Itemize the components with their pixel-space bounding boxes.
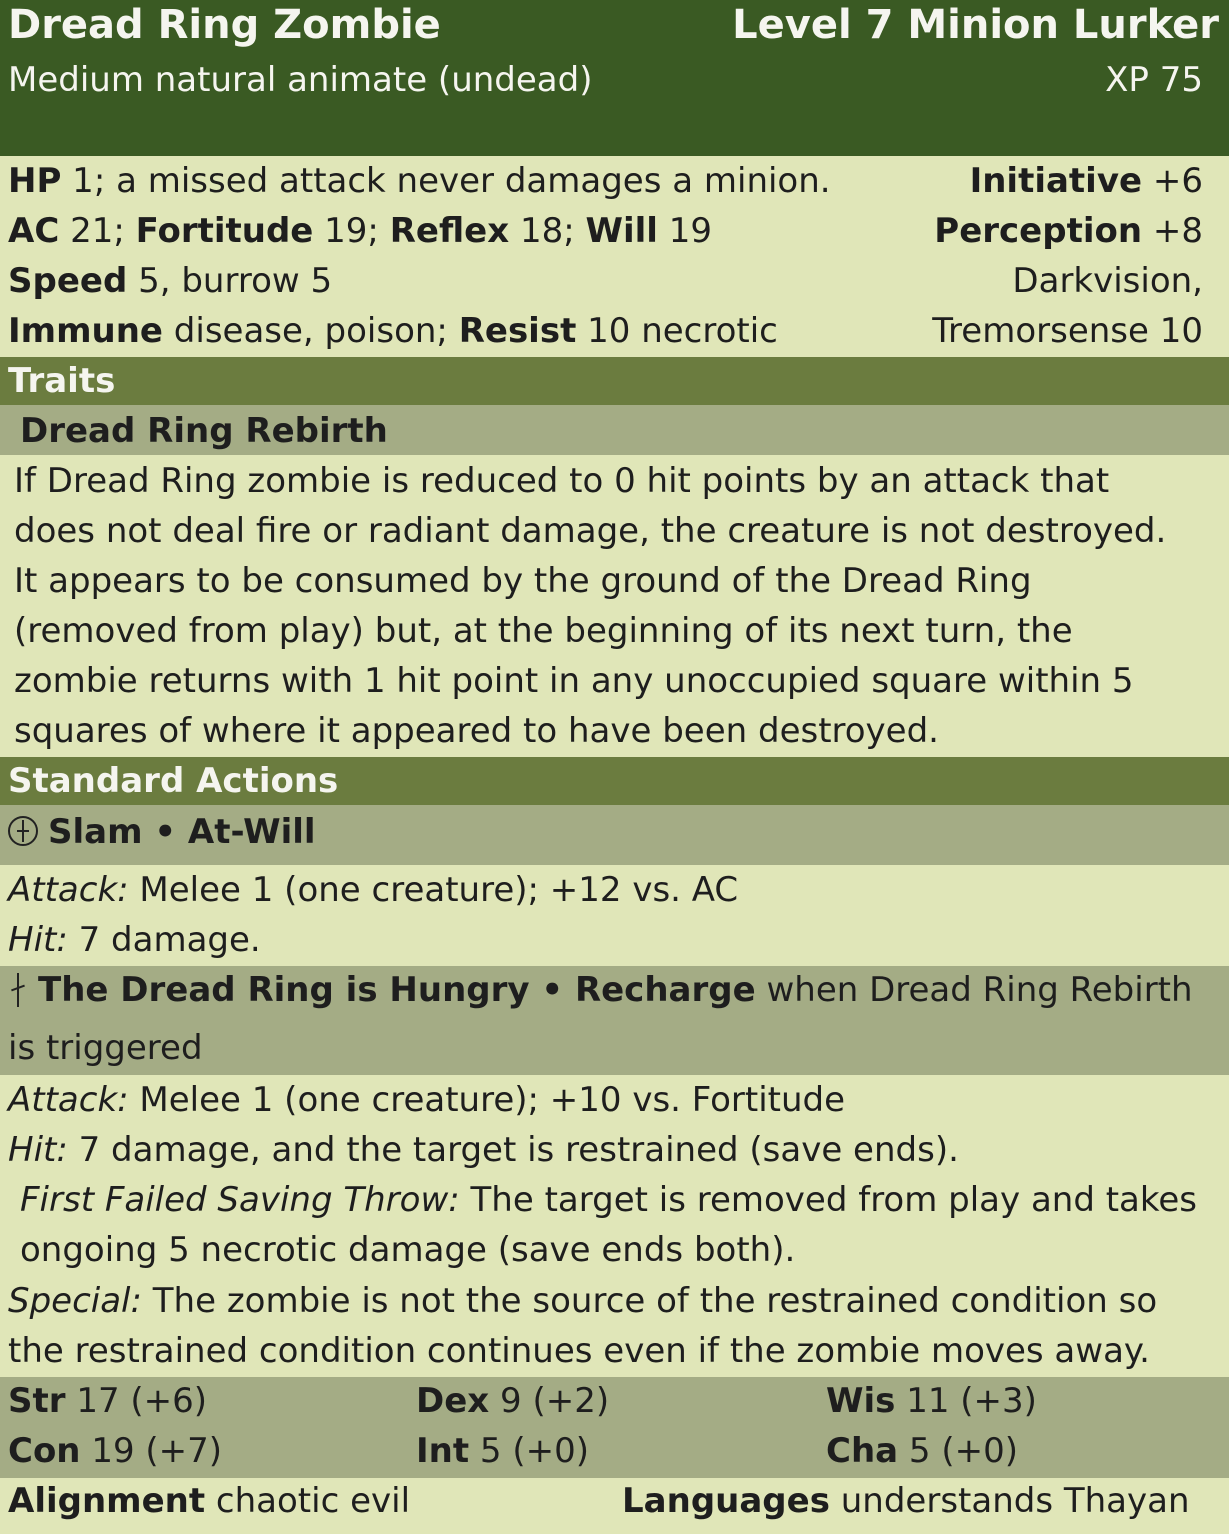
- ac-label: AC: [8, 211, 60, 251]
- str-label: Str: [8, 1381, 66, 1421]
- cha-value: 5 (+0): [898, 1431, 1019, 1471]
- speed-label: Speed: [8, 261, 128, 301]
- senses-line-2: Tremorsense 10: [932, 311, 1203, 351]
- alignment-value: chaotic evil: [205, 1481, 411, 1521]
- initiative-line: [970, 161, 1203, 201]
- hungry-recharge: when Dread Ring Rebirth: [755, 970, 1193, 1010]
- initiative-label: Initiative: [969, 161, 1143, 201]
- int-label: Int: [416, 1431, 470, 1471]
- wis-label: Wis: [826, 1381, 896, 1421]
- str-value: 17 (+6): [65, 1381, 208, 1421]
- dex-label: Dex: [416, 1381, 490, 1421]
- hit-value: 7 damage, and the target is restrained (save ends).: [67, 1130, 959, 1170]
- immune-label: Immune: [8, 311, 163, 351]
- fortitude-label: Fortitude: [135, 211, 314, 251]
- resist-value: 10 necrotic: [576, 311, 778, 351]
- int-value: 5 (+0): [469, 1431, 590, 1471]
- attack-value: Melee 1 (one creature); +12 vs. AC: [128, 870, 739, 910]
- creature-name: Dread Ring Zombie: [8, 2, 441, 48]
- first-failed-save-line-2: ongoing 5 necrotic damage (save ends both).: [20, 1230, 796, 1270]
- special-value: The zombie is not the source of the restrained condition so: [141, 1281, 1158, 1321]
- languages-value: understands Thayan: [829, 1481, 1190, 1521]
- resist-label: Resist: [458, 311, 577, 351]
- special-label: Special:: [8, 1281, 142, 1321]
- slam-title-bar: [0, 805, 1229, 865]
- hp-value: 1; a missed attack never damages a minion.: [61, 161, 831, 201]
- con-score: [8, 1431, 222, 1471]
- hungry-title-line: [8, 970, 1193, 1010]
- hungry-title: The Dread Ring is Hungry • Recharge: [38, 970, 756, 1010]
- cha-score: [826, 1431, 1018, 1471]
- fortitude-value: 19;: [313, 211, 390, 251]
- special-line-2: the restrained condition continues even if the zombie moves away.: [8, 1331, 1150, 1371]
- creature-type: Medium natural animate (undead): [8, 60, 593, 100]
- will-value: 19: [657, 211, 713, 251]
- slam-attack-line: [8, 870, 738, 910]
- perception-line: [934, 211, 1203, 251]
- cha-label: Cha: [826, 1431, 899, 1471]
- senses-line-1: Darkvision,: [1012, 261, 1203, 301]
- creature-xp: XP 75: [1105, 60, 1203, 100]
- will-label: Will: [585, 211, 658, 251]
- reflex-label: Reflex: [389, 211, 510, 251]
- alignment-label: Alignment: [8, 1481, 206, 1521]
- immune-value: disease, poison;: [162, 311, 459, 351]
- perception-label: Perception: [934, 211, 1143, 251]
- trait-title: Dread Ring Rebirth: [0, 405, 1229, 455]
- languages-line: [622, 1481, 1190, 1521]
- trait-text-line: If Dread Ring zombie is reduced to 0 hit points by an attack that: [14, 461, 1110, 501]
- trait-text-line: squares of where it appeared to have been destroyed.: [14, 711, 939, 751]
- initiative-value: +6: [1142, 161, 1203, 201]
- hungry-hit-line: [8, 1130, 959, 1170]
- hungry-attack-line: [8, 1080, 845, 1120]
- attack-label: Attack:: [8, 870, 129, 910]
- wis-score: [826, 1381, 1037, 1421]
- slam-hit-line: [8, 920, 261, 960]
- hungry-title-bar: [0, 966, 1229, 1075]
- alignment-line: [8, 1481, 410, 1521]
- dex-score: [416, 1381, 609, 1421]
- attack-value: Melee 1 (one creature); +10 vs. Fortitude: [128, 1080, 846, 1120]
- trait-text-line: (removed from play) but, at the beginning of its next turn, the: [14, 611, 1073, 651]
- speed-line: [8, 261, 332, 301]
- hit-value: 7 damage.: [67, 920, 261, 960]
- melee-basic-icon: [8, 816, 38, 846]
- languages-label: Languages: [622, 1481, 830, 1521]
- ability-scores: [0, 1377, 1229, 1478]
- hungry-recharge-line-2: is triggered: [8, 1028, 203, 1068]
- str-score: [8, 1381, 207, 1421]
- first-failed-save-label: First Failed Saving Throw:: [20, 1180, 460, 1220]
- standard-actions-heading: Standard Actions: [0, 757, 1229, 805]
- creature-level: Level 7 Minion Lurker: [732, 2, 1219, 48]
- hp-line: [8, 161, 831, 201]
- slam-title: Slam • At-Will: [48, 812, 316, 852]
- con-label: Con: [8, 1431, 81, 1471]
- hit-label: Hit:: [8, 920, 68, 960]
- reflex-value: 18;: [509, 211, 586, 251]
- trait-text-line: zombie returns with 1 hit point in any unoccupied square within 5: [14, 661, 1134, 701]
- immune-line: [8, 311, 778, 351]
- hit-label: Hit:: [8, 1130, 68, 1170]
- con-value: 19 (+7): [80, 1431, 223, 1471]
- traits-heading: Traits: [0, 357, 1229, 405]
- wis-value: 11 (+3): [895, 1381, 1037, 1421]
- perception-value: +8: [1142, 211, 1203, 251]
- stat-block-header: [0, 0, 1229, 156]
- hp-label: HP: [8, 161, 62, 201]
- attack-label: Attack:: [8, 1080, 129, 1120]
- trait-text-line: does not deal fire or radiant damage, the creature is not destroyed.: [14, 511, 1167, 551]
- trait-text-line: It appears to be consumed by the ground of the Dread Ring: [14, 561, 1032, 601]
- first-failed-save-line: [20, 1180, 1197, 1220]
- speed-value: 5, burrow 5: [127, 261, 333, 301]
- int-score: [416, 1431, 589, 1471]
- ac-value: 21;: [59, 211, 136, 251]
- melee-icon: [8, 973, 28, 1007]
- special-line: [8, 1281, 1157, 1321]
- dex-value: 9 (+2): [489, 1381, 610, 1421]
- first-failed-save-value: The target is removed from play and takes: [459, 1180, 1197, 1220]
- defenses-line: [8, 211, 712, 251]
